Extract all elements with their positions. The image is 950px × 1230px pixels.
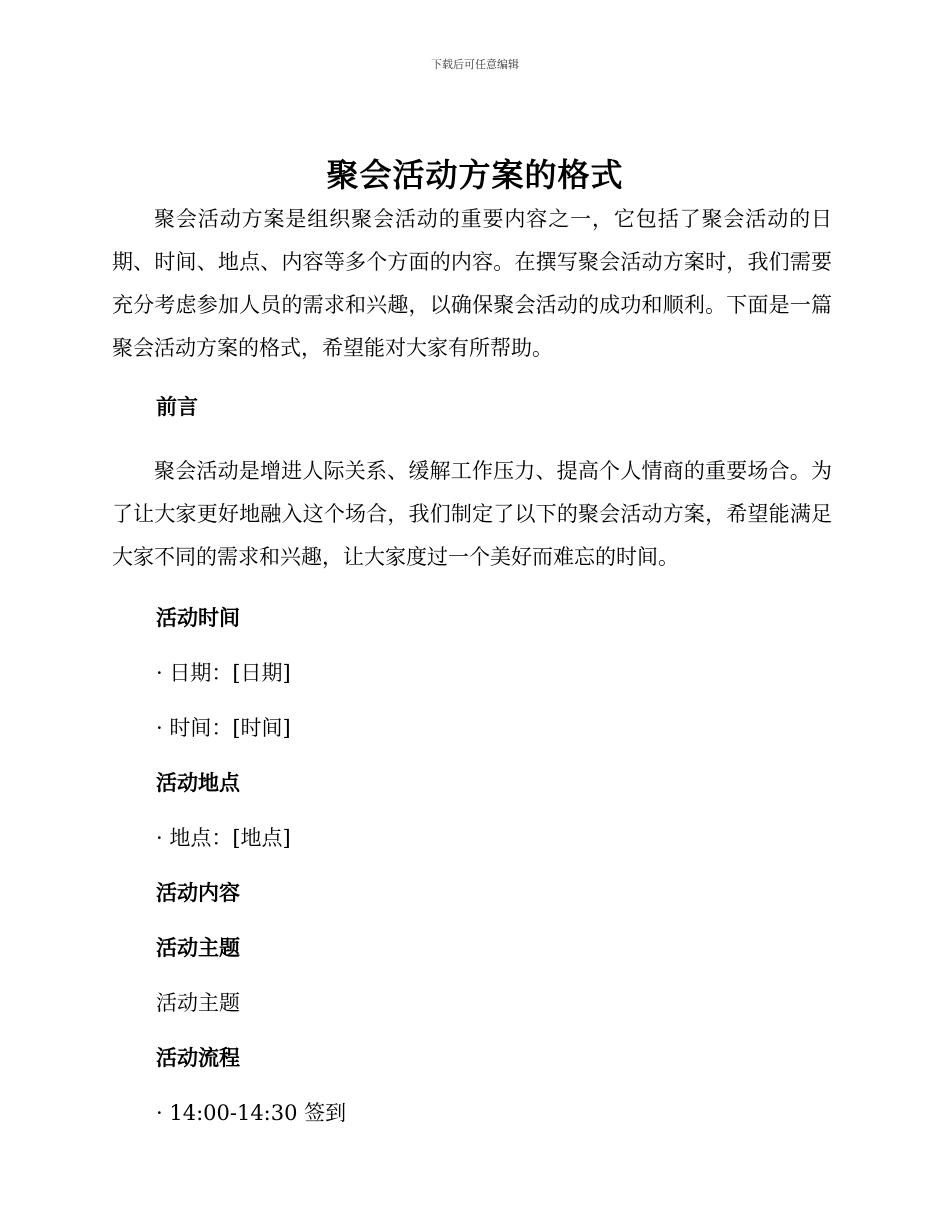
document-title: 聚会活动方案的格式 — [326, 156, 624, 194]
preface-heading: 前言 — [156, 395, 198, 419]
preface-paragraph: 聚会活动是增进人际关系、缓解工作压力、提高个人情商的重要场合。为了让大家更好地融入这个场合，我们制定了以下的聚会活动方案，希望能满足大家不同的需求和兴趣，让大家度过一个美好而难忘的时间。 — [112, 459, 832, 569]
theme-text: 活动主题 — [156, 991, 240, 1015]
header-note: 下载后可任意编辑 — [431, 58, 519, 71]
document-body — [112, 198, 832, 1128]
content-heading: 活动内容 — [156, 881, 240, 905]
time-heading: 活动时间 — [156, 606, 240, 630]
place-heading: 活动地点 — [156, 771, 240, 795]
place-item: · 地点：[地点] — [156, 826, 291, 850]
flow-heading: 活动流程 — [156, 1046, 240, 1070]
intro-paragraph: 聚会活动方案是组织聚会活动的重要内容之一，它包括了聚会活动的日期、时间、地点、内容等多个方面的内容。在撰写聚会活动方案时，我们需要充分考虑参加人员的需求和兴趣，以确保聚会活动的成功和顺利。下面是一篇聚会活动方案的格式，希望能对大家有所帮助。 — [112, 207, 832, 360]
flow-item: · 14:00-14:30 签到 — [156, 1101, 347, 1125]
theme-heading: 活动主题 — [156, 936, 240, 960]
time-item-time: · 时间：[时间] — [156, 716, 291, 740]
time-item-date: · 日期：[日期] — [156, 661, 291, 685]
